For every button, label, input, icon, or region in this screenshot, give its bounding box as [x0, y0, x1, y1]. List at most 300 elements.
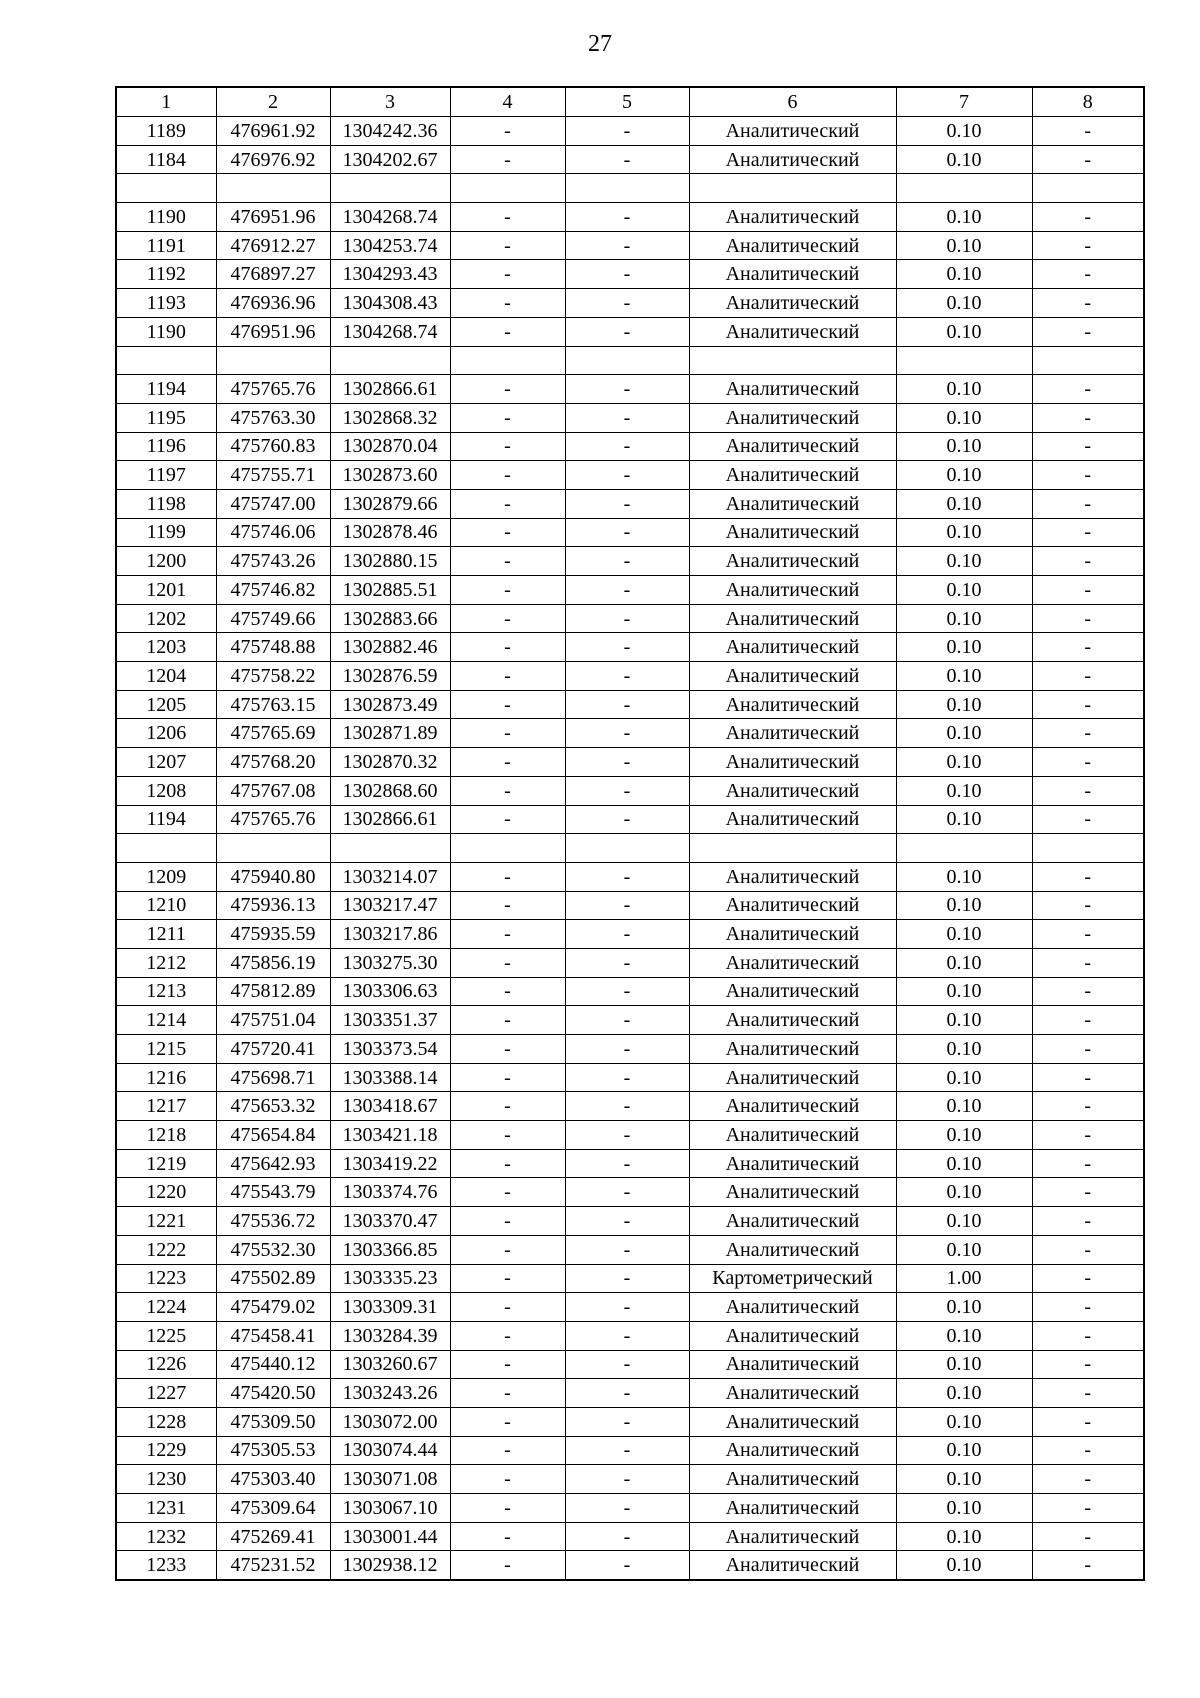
table-cell-col-7: 0.10	[896, 1465, 1032, 1494]
table-cell-col-4	[450, 346, 565, 375]
table-cell-col-7: 0.10	[896, 1092, 1032, 1121]
table-cell-col-8: -	[1032, 1465, 1144, 1494]
table-cell-col-7: 0.10	[896, 489, 1032, 518]
table-row-separator	[116, 174, 1144, 203]
table-cell-col-4: -	[450, 1465, 565, 1494]
table-cell-col-2: 475502.89	[216, 1264, 330, 1293]
table-cell-col-2: 475231.52	[216, 1551, 330, 1580]
table-cell-col-2: 475698.71	[216, 1063, 330, 1092]
table-cell-col-8: -	[1032, 231, 1144, 260]
table-cell-col-8: -	[1032, 1235, 1144, 1264]
table-cell-col-7: 0.10	[896, 977, 1032, 1006]
table-cell-col-2: 475303.40	[216, 1465, 330, 1494]
table-row	[116, 1121, 1144, 1150]
table-cell-col-1: 1213	[116, 977, 216, 1006]
table-cell-col-1: 1227	[116, 1379, 216, 1408]
table-cell-col-6: Аналитический	[689, 1178, 896, 1207]
table-cell-col-3: 1303217.86	[330, 920, 450, 949]
table-cell-col-8: -	[1032, 1379, 1144, 1408]
table-cell-col-6: Аналитический	[689, 231, 896, 260]
table-cell-col-7	[896, 174, 1032, 203]
table-cell-col-2: 475420.50	[216, 1379, 330, 1408]
table-cell-col-2: 475440.12	[216, 1350, 330, 1379]
table-cell-col-5	[565, 346, 689, 375]
table-cell-col-8: -	[1032, 920, 1144, 949]
table-row	[116, 1006, 1144, 1035]
table-cell-col-6: Аналитический	[689, 604, 896, 633]
table-cell-col-4: -	[450, 1379, 565, 1408]
table-cell-col-8	[1032, 346, 1144, 375]
table-cell-col-6: Аналитический	[689, 1379, 896, 1408]
table-cell-col-7: 0.10	[896, 203, 1032, 232]
table-cell-col-1: 1197	[116, 461, 216, 490]
table-cell-col-7	[896, 346, 1032, 375]
table-row	[116, 719, 1144, 748]
table-cell-col-7: 0.10	[896, 891, 1032, 920]
table-cell-col-4: -	[450, 518, 565, 547]
table-cell-col-3: 1302883.66	[330, 604, 450, 633]
table-cell-col-2: 476912.27	[216, 231, 330, 260]
table-cell-col-2: 475760.83	[216, 432, 330, 461]
table-cell-col-1: 1198	[116, 489, 216, 518]
table-cell-col-1: 1220	[116, 1178, 216, 1207]
table-cell-col-2: 475755.71	[216, 461, 330, 490]
table-cell-col-6: Аналитический	[689, 1321, 896, 1350]
table-cell-col-7: 0.10	[896, 1494, 1032, 1523]
table-row	[116, 1092, 1144, 1121]
table-cell-col-2: 475653.32	[216, 1092, 330, 1121]
table-cell-col-3: 1303074.44	[330, 1436, 450, 1465]
table-row	[116, 1207, 1144, 1236]
table-row	[116, 403, 1144, 432]
table-row	[116, 748, 1144, 777]
table-cell-col-4: -	[450, 977, 565, 1006]
table-cell-col-4: -	[450, 375, 565, 404]
table-cell-col-2: 475543.79	[216, 1178, 330, 1207]
table-cell-col-3: 1302868.60	[330, 776, 450, 805]
table-cell-col-3: 1303374.76	[330, 1178, 450, 1207]
table-cell-col-1: 1226	[116, 1350, 216, 1379]
table-cell-col-8: -	[1032, 375, 1144, 404]
table-cell-col-3: 1302873.49	[330, 690, 450, 719]
table-cell-col-1: 1218	[116, 1121, 216, 1150]
table-row	[116, 1436, 1144, 1465]
table-cell-col-1: 1232	[116, 1522, 216, 1551]
table-cell-col-2: 475642.93	[216, 1149, 330, 1178]
table-cell-col-1: 1231	[116, 1494, 216, 1523]
table-cell-col-1: 1206	[116, 719, 216, 748]
table-cell-col-4: -	[450, 633, 565, 662]
table-row	[116, 1551, 1144, 1580]
table-body	[116, 117, 1144, 1581]
table-cell-col-8: -	[1032, 1207, 1144, 1236]
table-cell-col-2: 475765.69	[216, 719, 330, 748]
table-cell-col-2: 475765.76	[216, 805, 330, 834]
table-cell-col-2: 476951.96	[216, 203, 330, 232]
table-cell-col-7: 0.10	[896, 317, 1032, 346]
table-cell-col-5: -	[565, 604, 689, 633]
table-cell-col-5: -	[565, 1321, 689, 1350]
table-cell-col-8: -	[1032, 1293, 1144, 1322]
table-cell-col-5: -	[565, 1379, 689, 1408]
table-cell-col-3: 1303388.14	[330, 1063, 450, 1092]
table-cell-col-2: 475765.76	[216, 375, 330, 404]
table-cell-col-4: -	[450, 604, 565, 633]
table-cell-col-5: -	[565, 662, 689, 691]
table-cell-col-4: -	[450, 1551, 565, 1580]
table-cell-col-4: -	[450, 260, 565, 289]
table-cell-col-6	[689, 346, 896, 375]
table-cell-col-1: 1199	[116, 518, 216, 547]
table-cell-col-6: Аналитический	[689, 1293, 896, 1322]
table-cell-col-5: -	[565, 690, 689, 719]
table-cell-col-2: 475751.04	[216, 1006, 330, 1035]
table-cell-col-5	[565, 834, 689, 863]
table-cell-col-3	[330, 834, 450, 863]
table-cell-col-6: Аналитический	[689, 403, 896, 432]
table-cell-col-1: 1216	[116, 1063, 216, 1092]
table-cell-col-3: 1302868.32	[330, 403, 450, 432]
table-cell-col-8: -	[1032, 432, 1144, 461]
table-cell-col-2: 476936.96	[216, 289, 330, 318]
table-cell-col-7: 0.10	[896, 1149, 1032, 1178]
table-cell-col-3: 1302870.32	[330, 748, 450, 777]
table-cell-col-6: Аналитический	[689, 776, 896, 805]
table-cell-col-4: -	[450, 1321, 565, 1350]
table-row	[116, 1063, 1144, 1092]
table-cell-col-6: Аналитический	[689, 719, 896, 748]
table-cell-col-4: -	[450, 489, 565, 518]
table-row-separator	[116, 834, 1144, 863]
table-cell-col-8: -	[1032, 461, 1144, 490]
table-cell-col-6: Аналитический	[689, 862, 896, 891]
table-cell-col-1: 1200	[116, 547, 216, 576]
table-cell-col-6: Аналитический	[689, 948, 896, 977]
table-cell-col-5: -	[565, 489, 689, 518]
table-cell-col-6: Аналитический	[689, 1350, 896, 1379]
table-cell-col-4: -	[450, 403, 565, 432]
table-cell-col-7: 0.10	[896, 145, 1032, 174]
table-cell-col-4: -	[450, 317, 565, 346]
table-cell-col-4: -	[450, 1522, 565, 1551]
table-cell-col-8: -	[1032, 317, 1144, 346]
table-row	[116, 461, 1144, 490]
table-cell-col-2: 475532.30	[216, 1235, 330, 1264]
table-cell-col-6: Аналитический	[689, 1551, 896, 1580]
table-cell-col-6: Аналитический	[689, 920, 896, 949]
table-cell-col-7: 0.10	[896, 1121, 1032, 1150]
table-cell-col-7: 1.00	[896, 1264, 1032, 1293]
column-header-2: 2	[216, 87, 330, 117]
table-cell-col-3: 1302882.46	[330, 633, 450, 662]
table-cell-col-6: Аналитический	[689, 662, 896, 691]
table-cell-col-3: 1303309.31	[330, 1293, 450, 1322]
table-cell-col-6: Аналитический	[689, 117, 896, 146]
table-cell-col-3: 1302870.04	[330, 432, 450, 461]
table-cell-col-7: 0.10	[896, 1522, 1032, 1551]
table-cell-col-4: -	[450, 690, 565, 719]
table-cell-col-6: Аналитический	[689, 461, 896, 490]
table-cell-col-6: Аналитический	[689, 805, 896, 834]
table-row	[116, 662, 1144, 691]
table-cell-col-1: 1201	[116, 576, 216, 605]
table-cell-col-3: 1302866.61	[330, 805, 450, 834]
table-cell-col-7: 0.10	[896, 748, 1032, 777]
table-cell-col-6: Аналитический	[689, 375, 896, 404]
table-cell-col-4: -	[450, 289, 565, 318]
table-cell-col-3: 1303419.22	[330, 1149, 450, 1178]
table-row	[116, 1321, 1144, 1350]
table-cell-col-8: -	[1032, 1264, 1144, 1293]
table-cell-col-1: 1194	[116, 805, 216, 834]
table-cell-col-5: -	[565, 776, 689, 805]
table-cell-col-1: 1203	[116, 633, 216, 662]
table-cell-col-5: -	[565, 920, 689, 949]
table-cell-col-8: -	[1032, 1350, 1144, 1379]
table-cell-col-5: -	[565, 289, 689, 318]
table-row	[116, 604, 1144, 633]
table-row	[116, 633, 1144, 662]
table-cell-col-7: 0.10	[896, 1350, 1032, 1379]
table-cell-col-7: 0.10	[896, 604, 1032, 633]
table-cell-col-5: -	[565, 948, 689, 977]
table-cell-col-5: -	[565, 117, 689, 146]
table-row	[116, 432, 1144, 461]
table-cell-col-8: -	[1032, 1063, 1144, 1092]
table-cell-col-4: -	[450, 203, 565, 232]
table-cell-col-2: 475746.06	[216, 518, 330, 547]
table-cell-col-7: 0.10	[896, 633, 1032, 662]
table-cell-col-1: 1207	[116, 748, 216, 777]
table-row	[116, 805, 1144, 834]
table-cell-col-1: 1222	[116, 1235, 216, 1264]
table-cell-col-3: 1303366.85	[330, 1235, 450, 1264]
table-cell-col-1: 1193	[116, 289, 216, 318]
table-cell-col-2: 475654.84	[216, 1121, 330, 1150]
table-cell-col-8: -	[1032, 862, 1144, 891]
table-cell-col-4: -	[450, 1264, 565, 1293]
table-cell-col-7: 0.10	[896, 461, 1032, 490]
table-cell-col-1: 1192	[116, 260, 216, 289]
table-cell-col-2: 475309.50	[216, 1407, 330, 1436]
table-cell-col-1: 1219	[116, 1149, 216, 1178]
table-cell-col-2: 475936.13	[216, 891, 330, 920]
table-cell-col-6: Аналитический	[689, 203, 896, 232]
table-cell-col-1: 1215	[116, 1035, 216, 1064]
table-cell-col-8: -	[1032, 1178, 1144, 1207]
table-cell-col-7: 0.10	[896, 719, 1032, 748]
header-row	[116, 87, 1144, 117]
table-row	[116, 231, 1144, 260]
table-cell-col-6: Аналитический	[689, 1465, 896, 1494]
table-header	[116, 87, 1144, 117]
table-cell-col-7: 0.10	[896, 1407, 1032, 1436]
table-row	[116, 1379, 1144, 1408]
table-cell-col-1: 1184	[116, 145, 216, 174]
table-cell-col-5: -	[565, 719, 689, 748]
table-cell-col-6: Аналитический	[689, 1006, 896, 1035]
table-cell-col-5: -	[565, 1522, 689, 1551]
table-cell-col-3: 1304242.36	[330, 117, 450, 146]
table-cell-col-5: -	[565, 1035, 689, 1064]
table-cell-col-4: -	[450, 1207, 565, 1236]
table-cell-col-7: 0.10	[896, 547, 1032, 576]
table-cell-col-5: -	[565, 748, 689, 777]
table-cell-col-8: -	[1032, 518, 1144, 547]
table-row	[116, 289, 1144, 318]
table-cell-col-3: 1303335.23	[330, 1264, 450, 1293]
table-cell-col-3: 1304202.67	[330, 145, 450, 174]
table-cell-col-5: -	[565, 1350, 689, 1379]
table-cell-col-6	[689, 834, 896, 863]
table-cell-col-1: 1224	[116, 1293, 216, 1322]
table-row	[116, 576, 1144, 605]
table-cell-col-6: Аналитический	[689, 547, 896, 576]
table-cell-col-6: Аналитический	[689, 1035, 896, 1064]
table-cell-col-8: -	[1032, 1551, 1144, 1580]
table-cell-col-2: 475743.26	[216, 547, 330, 576]
table-cell-col-1: 1202	[116, 604, 216, 633]
table-cell-col-1: 1189	[116, 117, 216, 146]
table-cell-col-3: 1303243.26	[330, 1379, 450, 1408]
table-cell-col-8: -	[1032, 576, 1144, 605]
table-cell-col-4: -	[450, 576, 565, 605]
table-cell-col-1: 1229	[116, 1436, 216, 1465]
table-cell-col-5: -	[565, 1465, 689, 1494]
column-header-5: 5	[565, 87, 689, 117]
table-cell-col-1	[116, 346, 216, 375]
table-cell-col-5: -	[565, 1293, 689, 1322]
table-cell-col-3: 1303284.39	[330, 1321, 450, 1350]
table-row	[116, 1494, 1144, 1523]
table-cell-col-1	[116, 834, 216, 863]
table-cell-col-7: 0.10	[896, 432, 1032, 461]
table-cell-col-8: -	[1032, 1006, 1144, 1035]
table-cell-col-8: -	[1032, 260, 1144, 289]
table-cell-col-6: Аналитический	[689, 576, 896, 605]
table-cell-col-1: 1228	[116, 1407, 216, 1436]
table-cell-col-7: 0.10	[896, 1035, 1032, 1064]
table-cell-col-8: -	[1032, 403, 1144, 432]
table-cell-col-3	[330, 174, 450, 203]
table-cell-col-3: 1303370.47	[330, 1207, 450, 1236]
column-header-3: 3	[330, 87, 450, 117]
table-cell-col-4	[450, 834, 565, 863]
table-cell-col-8: -	[1032, 117, 1144, 146]
table-row	[116, 203, 1144, 232]
table-row	[116, 862, 1144, 891]
table-cell-col-1: 1195	[116, 403, 216, 432]
table-cell-col-5: -	[565, 1063, 689, 1092]
table-cell-col-4: -	[450, 862, 565, 891]
table-row	[116, 1178, 1144, 1207]
table-cell-col-8: -	[1032, 289, 1144, 318]
table-row	[116, 317, 1144, 346]
table-cell-col-6: Картометрический	[689, 1264, 896, 1293]
table-cell-col-5: -	[565, 547, 689, 576]
table-cell-col-6: Аналитический	[689, 1092, 896, 1121]
table-cell-col-5: -	[565, 1006, 689, 1035]
table-row	[116, 1264, 1144, 1293]
table-cell-col-4: -	[450, 1235, 565, 1264]
table-cell-col-6: Аналитический	[689, 518, 896, 547]
table-cell-col-7: 0.10	[896, 1379, 1032, 1408]
table-cell-col-4: -	[450, 432, 565, 461]
table-cell-col-8: -	[1032, 1321, 1144, 1350]
table-cell-col-1: 1210	[116, 891, 216, 920]
table-cell-col-8: -	[1032, 1494, 1144, 1523]
table-cell-col-8: -	[1032, 977, 1144, 1006]
table-cell-col-6: Аналитический	[689, 633, 896, 662]
table-cell-col-5: -	[565, 231, 689, 260]
table-cell-col-1: 1211	[116, 920, 216, 949]
table-cell-col-1: 1196	[116, 432, 216, 461]
table-cell-col-2: 475767.08	[216, 776, 330, 805]
table-cell-col-3: 1303421.18	[330, 1121, 450, 1150]
table-cell-col-2: 475720.41	[216, 1035, 330, 1064]
table-cell-col-5: -	[565, 1494, 689, 1523]
table-cell-col-5: -	[565, 1178, 689, 1207]
table-cell-col-5: -	[565, 1551, 689, 1580]
table-cell-col-5: -	[565, 203, 689, 232]
table-cell-col-6: Аналитический	[689, 1522, 896, 1551]
table-cell-col-5: -	[565, 977, 689, 1006]
table-cell-col-6: Аналитический	[689, 1121, 896, 1150]
table-cell-col-8: -	[1032, 748, 1144, 777]
table-cell-col-4: -	[450, 461, 565, 490]
table-cell-col-8: -	[1032, 1092, 1144, 1121]
table-cell-col-3	[330, 346, 450, 375]
table-cell-col-4: -	[450, 1407, 565, 1436]
table-cell-col-4: -	[450, 1293, 565, 1322]
table-cell-col-3: 1303217.47	[330, 891, 450, 920]
table-cell-col-3: 1302878.46	[330, 518, 450, 547]
table-cell-col-7: 0.10	[896, 662, 1032, 691]
table-cell-col-3: 1303001.44	[330, 1522, 450, 1551]
column-header-6: 6	[689, 87, 896, 117]
table-cell-col-5: -	[565, 375, 689, 404]
table-cell-col-4: -	[450, 920, 565, 949]
table-cell-col-2: 476961.92	[216, 117, 330, 146]
table-cell-col-7: 0.10	[896, 1321, 1032, 1350]
table-cell-col-4: -	[450, 891, 565, 920]
table-cell-col-8: -	[1032, 1121, 1144, 1150]
table-row	[116, 776, 1144, 805]
table-cell-col-8: -	[1032, 633, 1144, 662]
table-cell-col-2: 475768.20	[216, 748, 330, 777]
table-row	[116, 948, 1144, 977]
table-cell-col-1: 1194	[116, 375, 216, 404]
table-cell-col-5: -	[565, 260, 689, 289]
table-row	[116, 117, 1144, 146]
table-cell-col-2: 475749.66	[216, 604, 330, 633]
coordinates-table	[115, 86, 1145, 1581]
table-cell-col-4: -	[450, 1436, 565, 1465]
column-header-4: 4	[450, 87, 565, 117]
table-cell-col-2: 476976.92	[216, 145, 330, 174]
table-cell-col-1: 1204	[116, 662, 216, 691]
table-cell-col-1: 1190	[116, 203, 216, 232]
table-cell-col-6: Аналитический	[689, 1407, 896, 1436]
table-cell-col-1: 1223	[116, 1264, 216, 1293]
table-cell-col-8	[1032, 834, 1144, 863]
table-cell-col-8: -	[1032, 662, 1144, 691]
table-cell-col-2: 475758.22	[216, 662, 330, 691]
table-row	[116, 518, 1144, 547]
table-cell-col-5: -	[565, 1436, 689, 1465]
table-cell-col-3: 1304268.74	[330, 317, 450, 346]
table-cell-col-4: -	[450, 1063, 565, 1092]
